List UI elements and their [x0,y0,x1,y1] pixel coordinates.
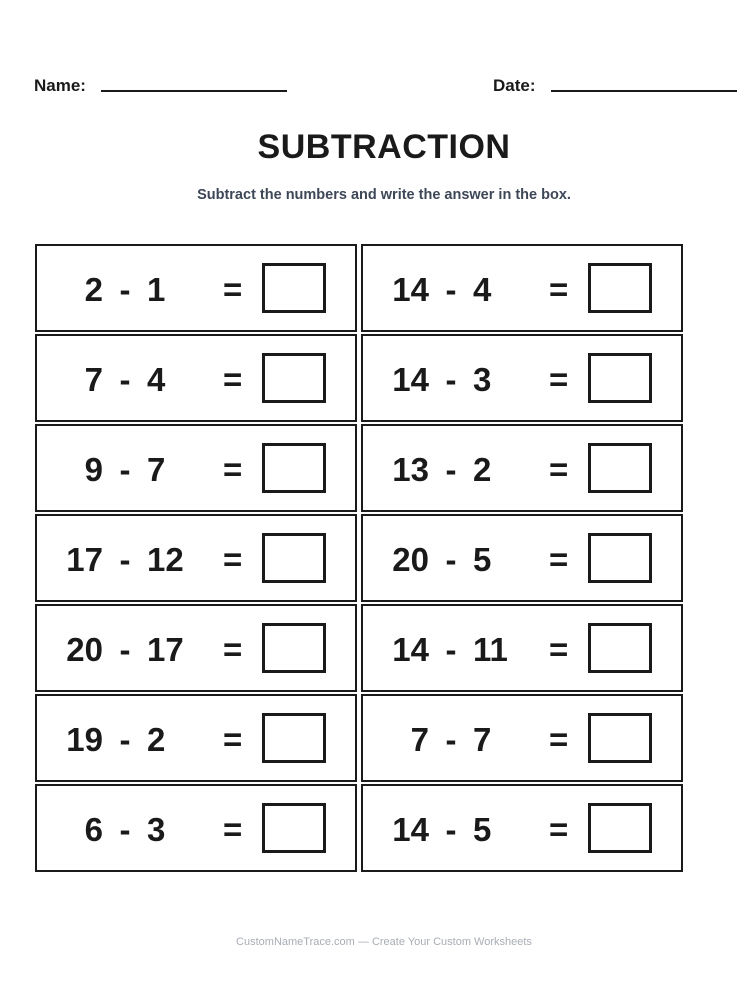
subtrahend: 17 [147,631,184,668]
answer-box[interactable] [262,263,326,313]
minus-sign: - [445,361,457,398]
equals-sign: = [223,541,243,578]
minuend: 13 [392,451,429,488]
subtrahend: 3 [147,811,166,848]
minus-sign: - [445,721,457,758]
subtrahend: 12 [147,541,184,578]
minuend: 7 [410,721,429,758]
minuend: 14 [392,631,429,668]
equals-sign: = [223,811,243,848]
problem-expression [363,632,528,668]
answer-box[interactable] [262,533,326,583]
minuend: 20 [392,541,429,578]
minuend: 14 [392,271,429,308]
problem-expression [363,452,528,488]
problem-expression [37,362,202,398]
subtrahend: 7 [147,451,166,488]
minus-sign: - [119,271,131,308]
answer-box[interactable] [262,443,326,493]
subtrahend: 2 [473,451,492,488]
minuend: 20 [66,631,103,668]
problem-cell [35,604,357,692]
minuend: 17 [66,541,103,578]
problem-cell [35,514,357,602]
subtrahend: 4 [147,361,166,398]
minus-sign: - [119,631,131,668]
problem-cell [361,694,683,782]
equals-sign: = [223,451,243,488]
footer-text: CustomNameTrace.com — Create Your Custom Worksheets [236,936,532,948]
problem-expression [37,542,202,578]
subtrahend: 4 [473,271,492,308]
minus-sign: - [119,811,131,848]
problem-expression [363,362,528,398]
minuend: 6 [84,811,103,848]
problem-expression [363,272,528,308]
minuend: 9 [84,451,103,488]
equals-sign: = [549,451,569,488]
answer-box[interactable] [588,803,652,853]
problem-cell [35,784,357,872]
equals-sign: = [223,721,243,758]
minuend: 19 [66,721,103,758]
problem-expression [37,812,202,848]
minus-sign: - [445,541,457,578]
instructions: Subtract the numbers and write the answer in the box. [197,187,571,203]
minus-sign: - [445,451,457,488]
subtrahend: 3 [473,361,492,398]
subtrahend: 7 [473,721,492,758]
problem-cell [35,694,357,782]
minuend: 14 [392,811,429,848]
answer-box[interactable] [262,803,326,853]
problem-expression [363,722,528,758]
problem-expression [363,812,528,848]
minus-sign: - [119,451,131,488]
minuend: 2 [84,271,103,308]
subtrahend: 11 [473,631,508,668]
minuend: 14 [392,361,429,398]
name-field-line[interactable] [101,90,287,92]
minus-sign: - [119,721,131,758]
page-title: SUBTRACTION [257,128,511,166]
problem-cell [361,514,683,602]
name-label: Name: [34,76,86,95]
equals-sign: = [549,361,569,398]
equals-sign: = [549,541,569,578]
problem-cell [361,244,683,332]
equals-sign: = [223,361,243,398]
answer-box[interactable] [588,443,652,493]
equals-sign: = [223,271,243,308]
problem-cell [361,604,683,692]
answer-box[interactable] [588,713,652,763]
problem-cell [35,244,357,332]
subtrahend: 5 [473,541,492,578]
problem-cell [35,334,357,422]
problem-expression [37,272,202,308]
answer-box[interactable] [588,263,652,313]
problem-expression [363,542,528,578]
equals-sign: = [549,721,569,758]
minus-sign: - [445,271,457,308]
date-field-line[interactable] [551,90,737,92]
problem-cell [361,784,683,872]
equals-sign: = [223,631,243,668]
answer-box[interactable] [262,623,326,673]
minus-sign: - [445,811,457,848]
equals-sign: = [549,271,569,308]
equals-sign: = [549,811,569,848]
date-label: Date: [493,76,536,95]
problem-expression [37,722,202,758]
subtrahend: 5 [473,811,492,848]
problem-expression [37,632,202,668]
equals-sign: = [549,631,569,668]
answer-box[interactable] [588,623,652,673]
subtrahend: 2 [147,721,166,758]
minus-sign: - [445,631,457,668]
minuend: 7 [84,361,103,398]
answer-box[interactable] [588,353,652,403]
subtrahend: 1 [147,271,166,308]
answer-box[interactable] [262,713,326,763]
problem-cell [35,424,357,512]
problem-grid [35,244,683,872]
answer-box[interactable] [262,353,326,403]
answer-box[interactable] [588,533,652,583]
problem-cell [361,334,683,422]
minus-sign: - [119,541,131,578]
minus-sign: - [119,361,131,398]
problem-cell [361,424,683,512]
problem-expression [37,452,202,488]
